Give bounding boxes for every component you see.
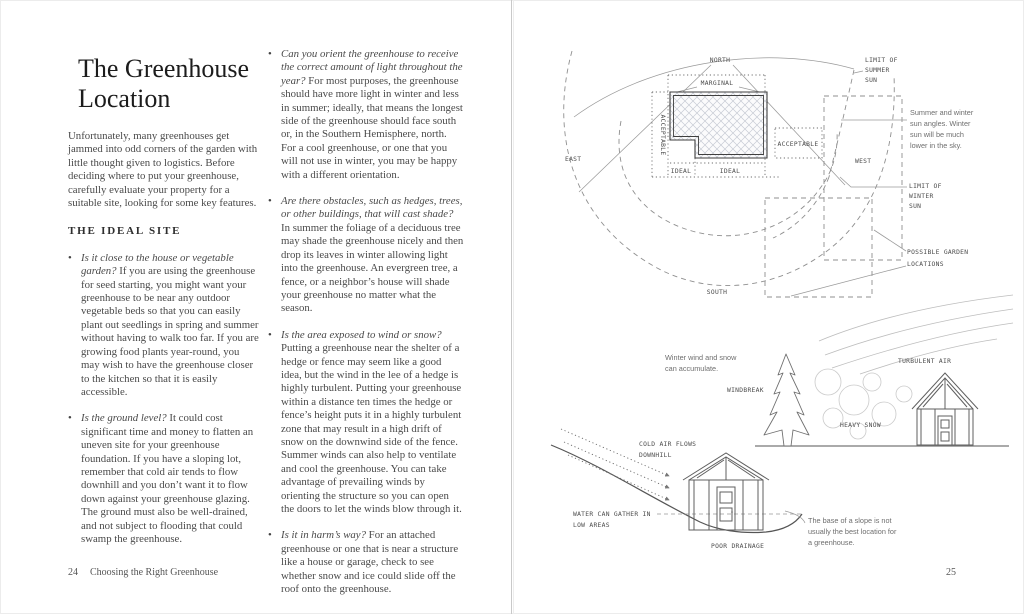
compass-label-east: EAST	[565, 156, 582, 163]
svg-text:sun will be much: sun will be much	[910, 130, 964, 139]
slope-base-annotation	[808, 516, 897, 547]
page-title-line-2: Location	[78, 84, 171, 113]
limit-of-winter-sun-label	[909, 183, 942, 210]
chapter-title: Choosing the Right Greenhouse	[90, 567, 219, 578]
hillside-slope-line	[551, 445, 802, 533]
wind-accumulation-annotation	[665, 353, 737, 373]
bullet-text: For most purposes, the greenhouse should have more light in winter and less in summer; ideally, that means the longest side of the greenhouse should face south or, in the Southern Hemisphere, north. For a cool greenhouse, or one that you will not use in winter, you may be happy with a different orientation.	[281, 74, 463, 181]
compass-label-south: SOUTH	[706, 289, 728, 296]
greenhouse-location-diagram	[545, 25, 1015, 570]
svg-text:The base of a slope is not: The base of a slope is not	[808, 516, 892, 525]
leader-lines	[791, 71, 907, 296]
list-item	[268, 195, 464, 316]
zone-label-ideal-left: IDEAL	[670, 168, 692, 175]
page-gutter-line	[511, 0, 512, 614]
zone-label-marginal: MARGINAL	[700, 80, 734, 87]
left-page-column-1	[68, 46, 260, 546]
svg-text:COLD AIR FLOWS: COLD AIR FLOWS	[639, 441, 697, 448]
bullet-text: Putting a greenhouse near the shelter of a hedge or fence may seem like a good idea, but the wind in the lee of a hedge is highly turbulent. Putting your greenhouse within a distance ten times the hedge or fence’s height puts it in a highly turbulent zone that may result in a high drift of snow on the downwind side of the fence. Summer winds can also help to ventilate and cool the greenhouse. You can take advantage of prevailing winds by orienting the structure so you can open the doors to let the winds blow through it.	[281, 342, 462, 515]
list-item	[68, 252, 260, 399]
left-page-column-2	[268, 46, 464, 596]
intro-paragraph: Unfortunately, many greenhouses get jammed into odd corners of the garden with little thought given to logistics. Before deciding where to put your greenhouse, carefully evaluate your property for a suitable site, looking for some key features.	[68, 130, 258, 210]
greenhouse-elevation-small	[912, 373, 978, 445]
svg-text:lower in the sky.: lower in the sky.	[910, 141, 962, 150]
svg-text:LOW AREAS: LOW AREAS	[573, 522, 610, 529]
page-number: 25	[946, 567, 956, 578]
bullet-text: If you are using the greenhouse for seed starting, you might want your greenhouse to be near any outdoor vegetable beds so that you can easily plant out seedlings in spring and summer without having to walk too far. If you are growing food plants year-round, you may wish to have the greenhouse closer to the kitchen so that it is easily accessible.	[81, 265, 259, 398]
svg-text:DOWNHILL: DOWNHILL	[639, 452, 672, 459]
water-gathers-label	[573, 511, 651, 529]
svg-text:sun angles. Winter: sun angles. Winter	[910, 119, 971, 128]
poor-drainage-label: POOR DRAINAGE	[711, 543, 765, 550]
compass-label-west: WEST	[855, 158, 872, 165]
svg-text:POSSIBLE GARDEN: POSSIBLE GARDEN	[907, 249, 969, 256]
list-item	[268, 329, 464, 517]
windbreak-label: WINDBREAK	[727, 387, 764, 394]
zone-label-ideal-right: IDEAL	[719, 168, 741, 175]
bullet-text: It could cost significant time and money to flatten an uneven site for your greenhouse foundation. If you have a sloping lot, remember that cold air tends to flow downhill and you don’t want it to flow down against your greenhouse glazing. The ground must also be well-drained, and not subject to flooding that could swamp the greenhouse.	[81, 412, 254, 545]
svg-text:SUMMER: SUMMER	[865, 67, 890, 74]
left-page-footer	[68, 567, 218, 578]
svg-text:SUN: SUN	[865, 77, 878, 84]
page-title	[78, 54, 260, 114]
cold-air-arrows	[561, 429, 669, 500]
slope-scene	[551, 429, 897, 550]
house-footprint	[670, 92, 767, 158]
bullet-lead: Is it close to the house or vegetable garden?	[81, 251, 234, 278]
compass-label-north: NORTH	[709, 57, 731, 64]
windbreak-scene	[665, 295, 1013, 446]
zone-label-acceptable-left: ACCEPTABLE	[659, 114, 666, 156]
page-number: 24	[68, 567, 78, 578]
bullet-lead: Is the area exposed to wind or snow?	[281, 328, 442, 341]
svg-text:LIMIT OF: LIMIT OF	[865, 57, 898, 64]
limit-of-summer-sun-label	[865, 57, 898, 84]
svg-text:usually the best location for: usually the best location for	[808, 527, 897, 536]
svg-text:a greenhouse.: a greenhouse.	[808, 538, 855, 547]
page-title-line-1: The Greenhouse	[78, 54, 250, 83]
site-plan-diagram	[564, 51, 974, 297]
turbulent-air-label: TURBULENT AIR	[898, 358, 952, 365]
list-item	[268, 529, 464, 596]
bullet-lead: Can you orient the greenhouse to receive the correct amount of light throughout the year?	[281, 48, 463, 87]
svg-text:SUN: SUN	[909, 203, 922, 210]
page-gutter-highlight	[513, 0, 514, 614]
bullet-text: In summer the foliage of a deciduous tree may shade the greenhouse nicely and then drop its leaves in winter allowing light into the greenhouse. An evergreen tree, a fence, or a neighbor’s house will shade your greenhouse no matter what the season.	[281, 221, 464, 315]
sun-angles-annotation	[910, 108, 974, 150]
section-heading: THE IDEAL SITE	[68, 225, 182, 238]
svg-text:Summer and winter: Summer and winter	[910, 108, 974, 117]
list-item	[68, 412, 260, 546]
windbreak-tree	[764, 354, 809, 446]
svg-text:LOCATIONS: LOCATIONS	[907, 261, 944, 268]
bullet-lead: Is the ground level?	[81, 412, 167, 425]
svg-text:WATER CAN GATHER IN: WATER CAN GATHER IN	[573, 511, 651, 518]
svg-text:LIMIT OF: LIMIT OF	[909, 183, 942, 190]
possible-garden-locations-label	[907, 249, 968, 268]
heavy-snow-label: HEAVY SNOW	[840, 422, 881, 429]
svg-text:WINTER: WINTER	[909, 193, 934, 200]
list-item	[268, 48, 464, 182]
svg-text:Winter wind and snow: Winter wind and snow	[665, 353, 737, 362]
greenhouse-elevation-large	[683, 453, 769, 530]
svg-text:can accumulate.: can accumulate.	[665, 364, 719, 373]
zone-label-acceptable-right: ACCEPTABLE	[777, 141, 819, 148]
bullet-lead: Are there obstacles, such as hedges, trees, or other buildings, that will cast shade?	[281, 195, 463, 221]
bullet-text: For an attached greenhouse or one that is near a structure like a house or garage, check to see whether snow and ice could slide off the roof onto the greenhouse.	[281, 529, 459, 596]
bullet-lead: Is it in harm’s way?	[281, 529, 366, 542]
cold-air-label	[639, 441, 696, 459]
garden-location-boxes	[765, 96, 902, 297]
